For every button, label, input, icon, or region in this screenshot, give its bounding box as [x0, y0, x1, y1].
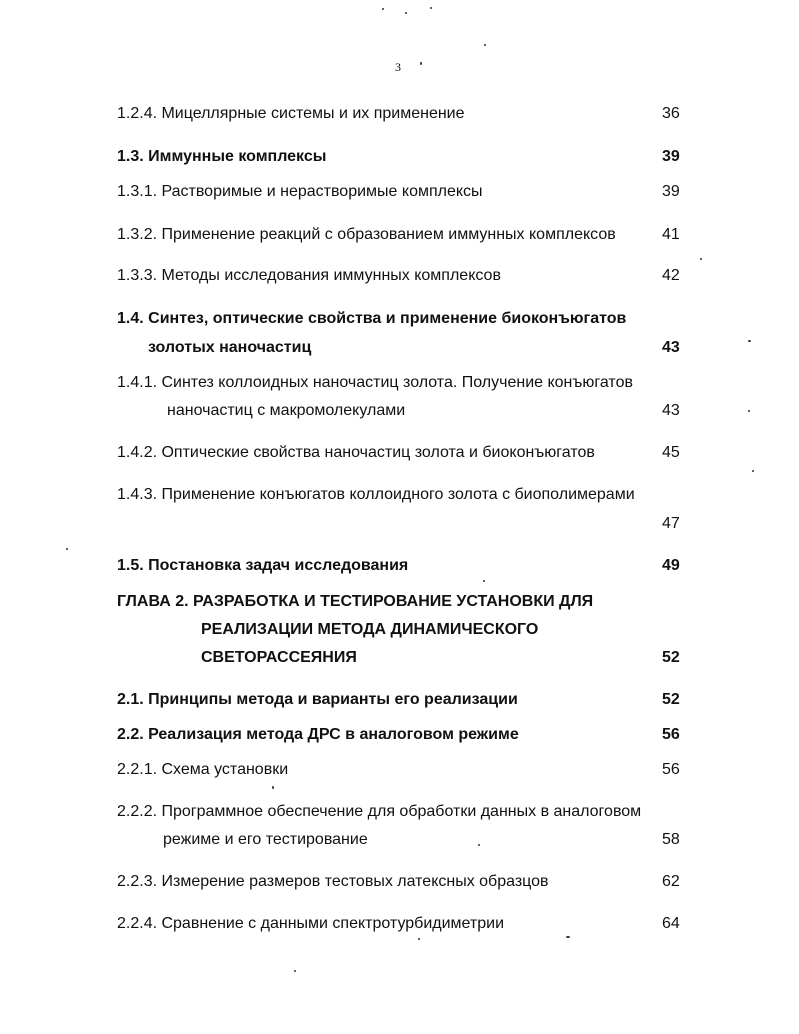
scan-speck	[566, 936, 570, 938]
toc-chapter-page: 52	[662, 649, 680, 666]
toc-entry-page: 56	[662, 761, 680, 778]
toc-entry-label: 1.3.2. Применение реакций с образованием иммунных комплексов	[117, 226, 616, 243]
scan-speck	[752, 470, 754, 472]
toc-entry-label: 1.4.1. Синтез коллоидных наночастиц золота. Получение конъюгатов	[117, 374, 633, 391]
toc-section-label-cont: золотых наночастиц	[148, 339, 312, 356]
page-number: 3	[395, 60, 401, 74]
toc-entry-page: 58	[662, 831, 680, 848]
scan-speck	[418, 938, 420, 940]
scan-speck	[478, 844, 480, 846]
toc-section-label: 2.1. Принципы метода и варианты его реализации	[117, 691, 518, 708]
toc-entry-label: 1.4.3. Применение конъюгатов коллоидного золота с биополимерами	[117, 486, 635, 503]
toc-entry-label: 2.2.3. Измерение размеров тестовых латексных образцов	[117, 873, 549, 890]
scan-speck	[483, 580, 485, 582]
toc-entry-label: 1.3.1. Растворимые и нерастворимые комплексы	[117, 183, 483, 200]
toc-entry-page: 39	[662, 183, 680, 200]
toc-entry-page: 43	[662, 402, 680, 419]
toc-entry-page: 36	[662, 105, 680, 122]
toc-section-label: 1.3. Иммунные комплексы	[117, 148, 327, 165]
toc-entry-label: 1.4.2. Оптические свойства наночастиц золота и биоконъюгатов	[117, 444, 595, 461]
toc-section-page: 39	[662, 148, 680, 165]
scan-speck	[405, 12, 407, 14]
scan-speck	[294, 970, 296, 972]
scan-speck	[66, 548, 68, 550]
toc-entry-label-cont: наночастиц с макромолекулами	[167, 402, 406, 419]
toc-entry-label: 2.2.2. Программное обеспечение для обработки данных в аналоговом	[117, 803, 642, 820]
scan-speck	[272, 786, 274, 789]
scan-speck	[700, 258, 702, 260]
toc-entry-label: 2.2.1. Схема установки	[117, 761, 289, 778]
toc-chapter-label-cont: РЕАЛИЗАЦИИ МЕТОДА ДИНАМИЧЕСКОГО	[201, 621, 539, 638]
scan-speck	[748, 340, 751, 342]
toc-section-page: 52	[662, 691, 680, 708]
scan-speck	[748, 410, 750, 412]
toc-chapter-label-cont: СВЕТОРАССЕЯНИЯ	[201, 649, 357, 666]
toc-section-label: 1.4. Синтез, оптические свойства и применение биоконъюгатов	[117, 310, 627, 327]
toc-entry-page: 42	[662, 267, 680, 284]
toc-section-label: 1.5. Постановка задач исследования	[117, 557, 409, 574]
toc-entry-label: 1.2.4. Мицеллярные системы и их применение	[117, 105, 465, 122]
toc-entry-page: 45	[662, 444, 680, 461]
toc-section-label: 2.2. Реализация метода ДРС в аналоговом режиме	[117, 726, 519, 743]
toc-entry-page: 47	[662, 515, 680, 532]
toc-section-page: 49	[662, 557, 680, 574]
scan-speck	[382, 8, 384, 10]
toc-chapter-label: ГЛАВА 2. РАЗРАБОТКА И ТЕСТИРОВАНИЕ УСТАНОВКИ ДЛЯ	[117, 593, 594, 610]
scan-speck	[420, 62, 422, 65]
toc-entry-page: 64	[662, 915, 680, 932]
toc-entry-page: 41	[662, 226, 680, 243]
toc-entry-label-cont: режиме и его тестирование	[163, 831, 368, 848]
toc-entry-label: 1.3.3. Методы исследования иммунных комплексов	[117, 267, 501, 284]
scan-speck	[430, 7, 432, 9]
toc-section-page: 56	[662, 726, 680, 743]
toc-section-page: 43	[662, 339, 680, 356]
toc-entry-page: 62	[662, 873, 680, 890]
scan-speck	[484, 44, 486, 46]
toc-entry-label: 2.2.4. Сравнение с данными спектротурбидиметрии	[117, 915, 504, 932]
